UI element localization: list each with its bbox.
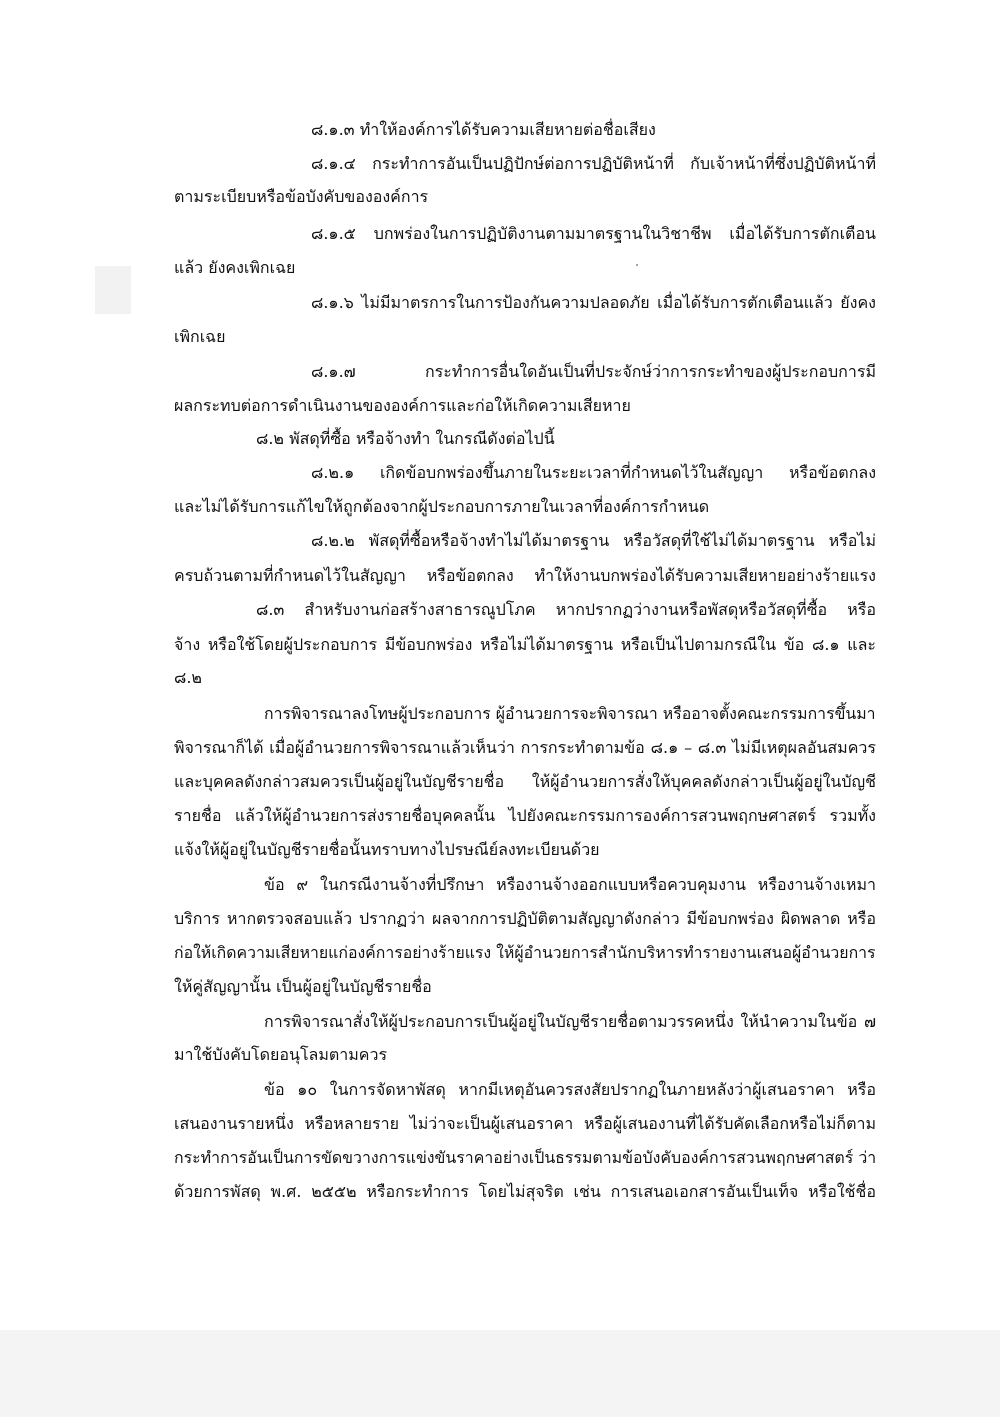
scan-speck: [636, 264, 638, 266]
text-line-penalty-4: รายชื่อ แล้วให้ผู้อำนวยการส่งรายชื่อบุคคลนั้น ไปยังคณะกรรมการองค์การสวนพฤกษศาสตร์ รวมทั้ง: [174, 806, 876, 825]
text-line-8-1-7-cont: ผลกระทบต่อการดำเนินงานขององค์การและก่อให้เกิดความเสียหาย: [174, 396, 631, 415]
text-line-clause-10-1: ข้อ ๑๐ ในการจัดหาพัสดุ หากมีเหตุอันควรสงสัยปรากฏในภายหลังว่าผู้เสนอราคา หรือ: [264, 1080, 876, 1099]
text-line-penalty-1: การพิจารณาลงโทษผู้ประกอบการ ผู้อำนวยการจะพิจารณา หรืออาจตั้งคณะกรรมการขึ้นมา: [264, 704, 876, 723]
text-line-8-3-cont: จ้าง หรือใช้โดยผู้ประกอบการ มีข้อบกพร่อง หรือไม่ได้มาตรฐาน หรือเป็นไปตามกรณีใน ข้อ ๘.๑ และ: [174, 635, 876, 654]
text-line-8-1-5: ๘.๑.๕ บกพร่องในการปฏิบัติงานตามมาตรฐานในวิชาชีพ เมื่อได้รับการตักเตือน: [311, 224, 876, 243]
text-line-clause-9-4: ให้คู่สัญญานั้น เป็นผู้อยู่ในบัญชีรายชื่อ: [174, 977, 432, 996]
text-line-8-2-1-cont: และไม่ได้รับการแก้ไขให้ถูกต้องจากผู้ประกอบการภายในเวลาที่องค์การกำหนด: [174, 497, 710, 516]
text-line-8-1-7: ๘.๑.๗ กระทำการอื่นใดอันเป็นที่ประจักษ์ว่าการกระทำของผู้ประกอบการมี: [311, 362, 876, 381]
text-line-8-2: ๘.๒ พัสดุที่ซื้อ หรือจ้างทำ ในกรณีดังต่อไปนี้: [256, 429, 555, 448]
text-line-8-2-1: ๘.๒.๑ เกิดข้อบกพร่องขึ้นภายในระยะเวลาที่กำหนดไว้ในสัญญา หรือข้อตกลง: [311, 463, 876, 482]
text-line-clause-9-1: ข้อ ๙ ในกรณีงานจ้างที่ปรึกษา หรืองานจ้างออกแบบหรือควบคุมงาน หรืองานจ้างเหมา: [264, 875, 876, 894]
text-line-8-1-6-cont: เพิกเฉย: [174, 327, 226, 346]
page-bottom-margin: [0, 1330, 1000, 1417]
text-line-penalty-2: พิจารณาก็ได้ เมื่อผู้อำนวยการพิจารณาแล้วเห็นว่า การกระทำตามข้อ ๘.๑ – ๘.๓ ไม่มีเหตุผลอันสมควร: [174, 738, 876, 757]
text-line-8-1-6: ๘.๑.๖ ไม่มีมาตรการในการป้องกันความปลอดภัย เมื่อได้รับการตักเตือนแล้ว ยังคง: [311, 293, 876, 312]
text-line-8-2-2-cont: ครบถ้วนตามที่กำหนดไว้ในสัญญา หรือข้อตกลง ทำให้งานบกพร่องได้รับความเสียหายอย่างร้ายแรง: [174, 566, 876, 585]
text-line-8-3: ๘.๓ สำหรับงานก่อสร้างสาธารณูปโภค หากปรากฏว่างานหรือพัสดุหรือวัสดุที่ซื้อ หรือ: [256, 600, 876, 619]
scan-artifact: [95, 266, 131, 314]
text-line-clause-10-2: เสนองานรายหนึ่ง หรือหลายราย ไม่ว่าจะเป็นผู้เสนอราคา หรือผู้เสนองานที่ได้รับคัดเลือกหรือไม่ก็ตาม: [174, 1114, 876, 1133]
text-line-8-2-2: ๘.๒.๒ พัสดุที่ซื้อหรือจ้างทำไม่ได้มาตรฐาน หรือวัสดุที่ใช้ไม่ได้มาตรฐาน หรือไม่: [311, 531, 876, 550]
text-line-8-1-5-cont: แล้ว ยังคงเพิกเฉย: [174, 258, 296, 277]
text-line-8-3-end: ๘.๒: [174, 668, 202, 687]
text-line-8-1-4: ๘.๑.๔ กระทำการอันเป็นปฏิปักษ์ต่อการปฏิบัติหน้าที่ กับเจ้าหน้าที่ซึ่งปฏิบัติหน้าที่: [311, 154, 876, 173]
text-line-penalty-3: และบุคคลดังกล่าวสมควรเป็นผู้อยู่ในบัญชีรายชื่อ ให้ผู้อำนวยการสั่งให้บุคคลดังกล่าวเป็นผู้อยู่ในบัญชี: [174, 772, 876, 791]
text-line-clause-10-3: กระทำการอันเป็นการขัดขวางการแข่งขันราคาอย่างเป็นธรรมตามข้อบังคับองค์การสวนพฤกษศาสตร์ ว่า: [174, 1148, 877, 1167]
text-line-8-1-4-cont: ตามระเบียบหรือข้อบังคับขององค์การ: [174, 187, 429, 206]
text-line-clause-9-para2-cont: มาใช้บังคับโดยอนุโลมตามควร: [174, 1045, 388, 1064]
text-line-8-1-3: ๘.๑.๓ ทำให้องค์การได้รับความเสียหายต่อชื่อเสียง: [311, 120, 656, 139]
text-line-clause-9-3: ก่อให้เกิดความเสียหายแก่องค์การอย่างร้ายแรง ให้ผู้อำนวยการสำนักบริหารทำรายงานเสนอผู้อำนวยการ: [174, 943, 876, 962]
text-line-clause-9-para2: การพิจารณาสั่งให้ผู้ประกอบการเป็นผู้อยู่ในบัญชีรายชื่อตามวรรคหนึ่ง ให้นำความในข้อ ๗: [264, 1012, 876, 1031]
text-line-penalty-5: แจ้งให้ผู้อยู่ในบัญชีรายชื่อนั้นทราบทางไปรษณีย์ลงทะเบียนด้วย: [174, 840, 600, 859]
text-line-clause-9-2: บริการ หากตรวจสอบแล้ว ปรากฏว่า ผลจากการปฏิบัติตามสัญญาดังกล่าว มีข้อบกพร่อง ผิดพลาด หรือ: [174, 909, 876, 928]
text-line-clause-10-4: ด้วยการพัสดุ พ.ศ. ๒๕๕๒ หรือกระทำการ โดยไม่สุจริต เช่น การเสนอเอกสารอันเป็นเท็จ หรือใช้ชื่อ: [174, 1182, 876, 1201]
